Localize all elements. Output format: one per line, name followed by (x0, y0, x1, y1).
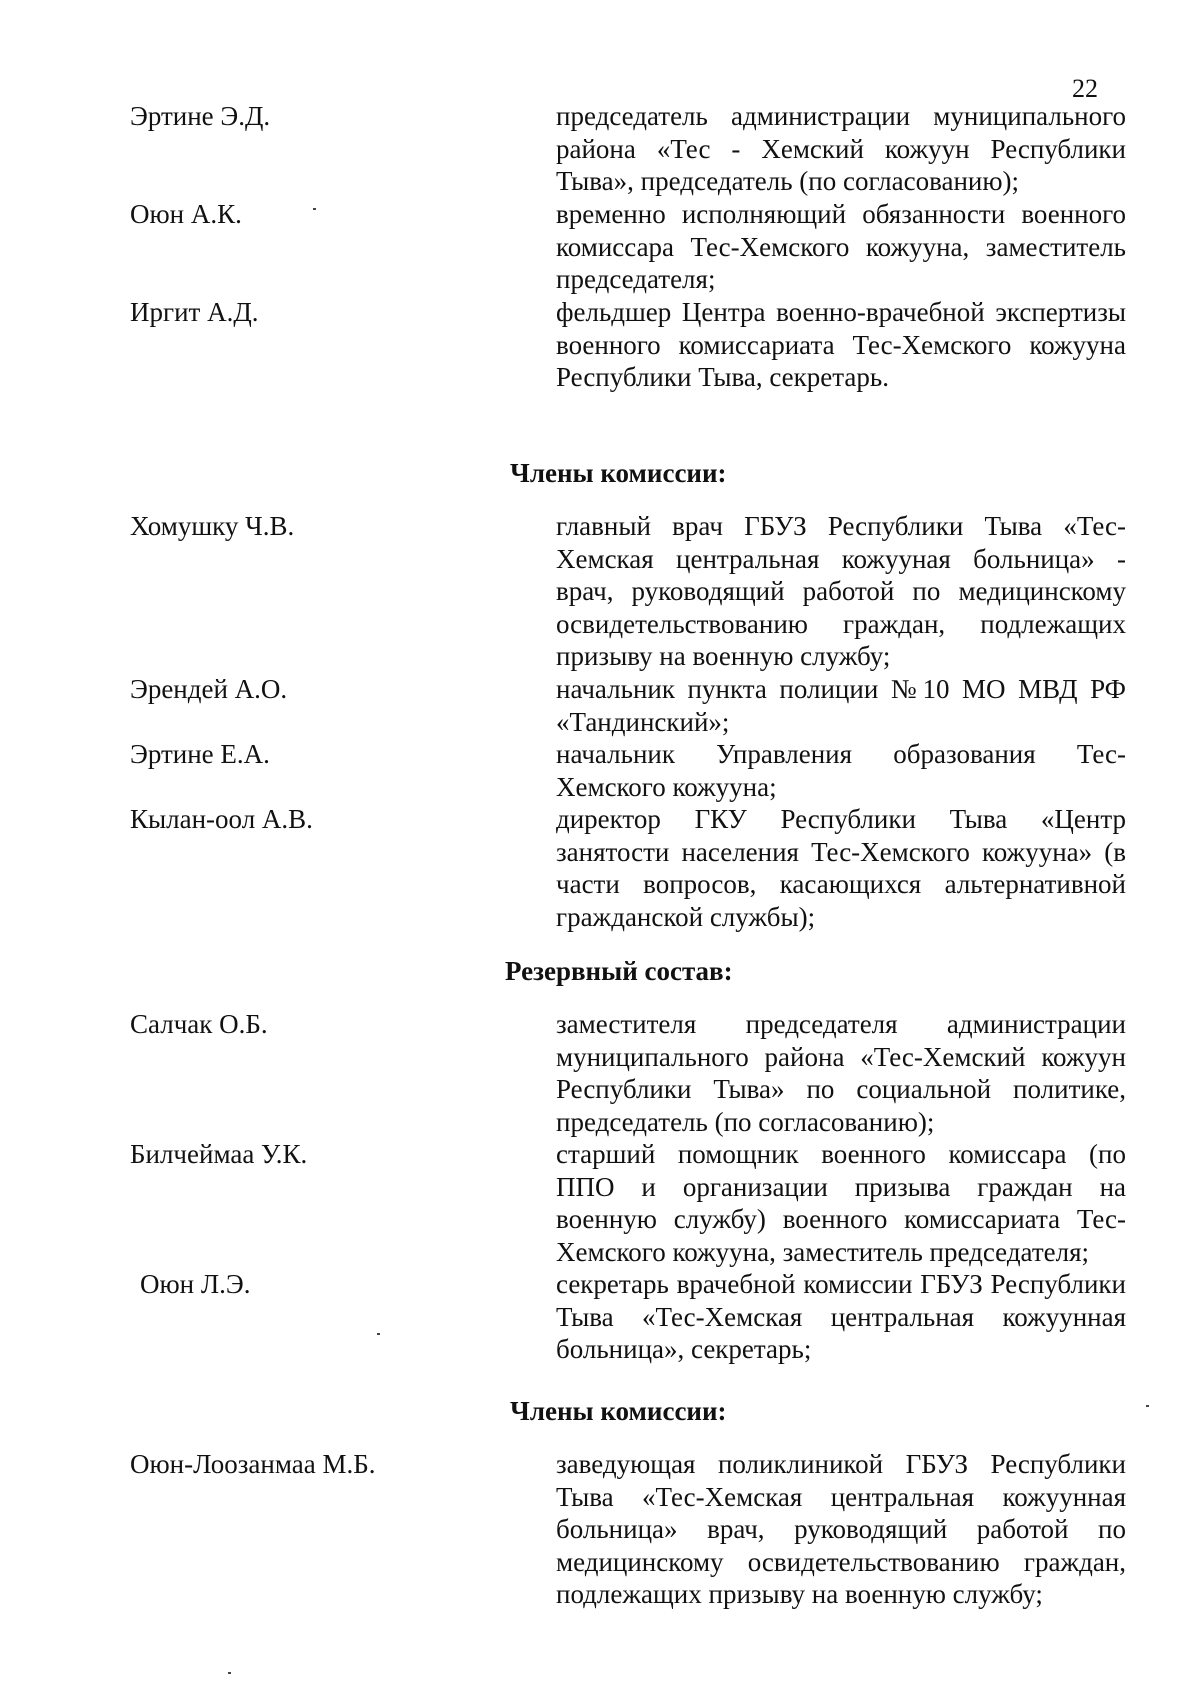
member-name: Эртине Э.Д. (130, 101, 271, 131)
member-name: Эрендей А.О. (130, 674, 288, 704)
scan-speck (377, 1333, 380, 1335)
member-name: Оюн А.К. (130, 199, 242, 229)
page-number: 22 (1072, 74, 1098, 103)
member-name: Иргит А.Д. (130, 297, 259, 327)
member-position: фельдшер Центра военно-врачебной экспертизы военного комиссариата Тес-Хемского кожууна Республики Тыва, секретарь. (556, 297, 1126, 393)
member-position: начальник Управления образования Тес-Хемского кожууна; (556, 739, 1126, 802)
member-position: заведующая поликлиникой ГБУЗ Республики Тыва «Тес-Хемская центральная кожуунная больница» врач, руководящий работой по медицинскому освидетельствованию граждан, подлежащих призыву на военную службу; (556, 1449, 1126, 1610)
member-name: Салчак О.Б. (130, 1009, 268, 1039)
member-position: секретарь врачебной комиссии ГБУЗ Республики Тыва «Тес-Хемская центральная кожуунная больница», секретарь; (556, 1269, 1126, 1365)
member-position: главный врач ГБУЗ Республики Тыва «Тес-Хемская центральная кожууная больница» - врач, руководящий работой по медицинскому освидетельствованию граждан, подлежащих призыву на военную службу; (556, 511, 1126, 672)
scan-speck (228, 1672, 231, 1674)
member-position: председатель администрации муниципального района «Тес - Хемский кожуун Республики Тыва», председатель (по согласованию); (556, 101, 1126, 197)
member-name: Кылан-оол А.В. (130, 804, 313, 834)
member-position: временно исполняющий обязанности военного комиссара Тес-Хемского кожууна, заместитель председателя; (556, 199, 1126, 295)
members-heading: Члены комиссии: (510, 458, 727, 488)
member-position: директор ГКУ Республики Тыва «Центр занятости населения Тес-Хемского кожууна» (в части вопросов, касающихся альтернативной гражданской службы); (556, 804, 1126, 932)
member-name: Билчеймаа У.К. (130, 1139, 308, 1169)
member-name: Эртине Е.А. (130, 739, 270, 769)
scan-speck (1146, 1405, 1149, 1407)
member-position: старший помощник военного комиссара (по ППО и организации призыва граждан на военную службу) военного комиссариата Тес-Хемского кожууна, заместитель председателя; (556, 1139, 1126, 1267)
members-heading: Члены комиссии: (510, 1396, 727, 1426)
member-name: Оюн Л.Э. (140, 1269, 251, 1299)
member-position: начальник пункта полиции №10 МО МВД РФ «Тандинский»; (556, 674, 1126, 737)
member-position: заместителя председателя администрации муниципального района «Тес-Хемский кожуун Республики Тыва» по социальной политике, председатель (по согласованию); (556, 1009, 1126, 1137)
member-name: Хомушку Ч.В. (130, 511, 295, 541)
scan-speck (313, 208, 316, 210)
member-name: Оюн-Лоозанмаа М.Б. (130, 1449, 376, 1479)
reserve-heading: Резервный состав: (505, 956, 733, 986)
